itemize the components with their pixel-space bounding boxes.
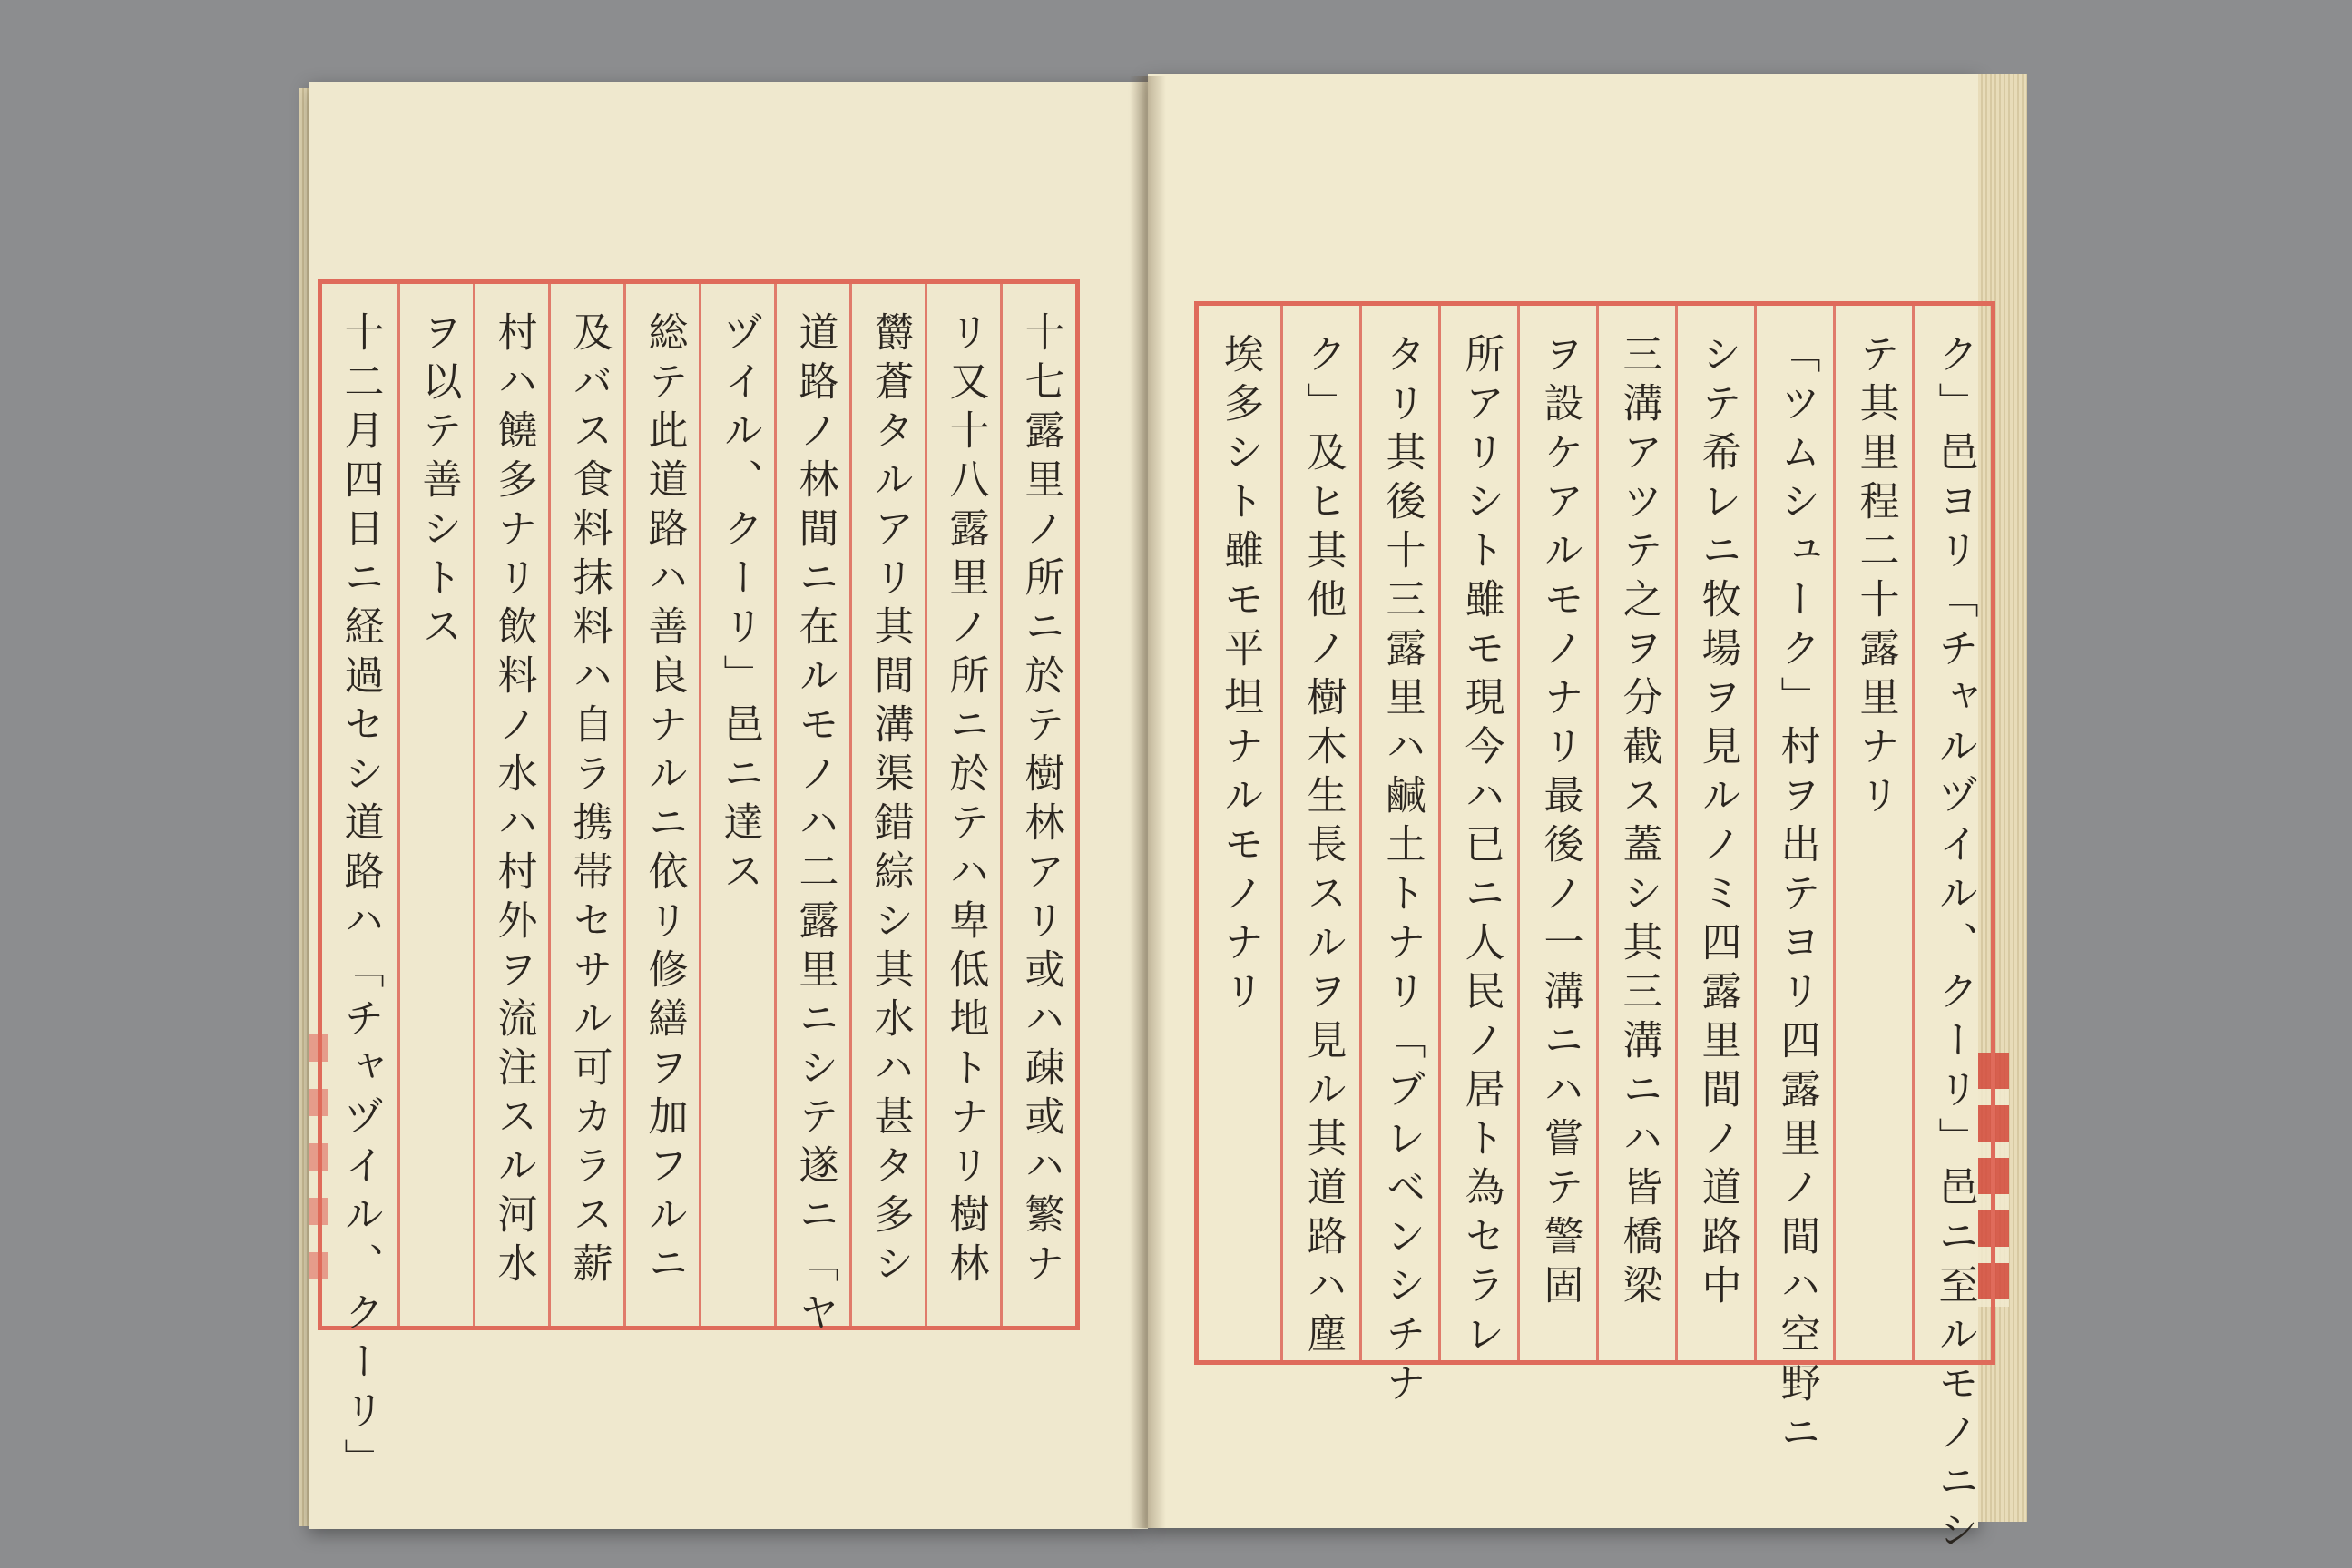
text-column: [473, 284, 551, 1326]
column-text: 総テ此道路ハ善良ナルニ依リ修繕ヲ加フルニ: [641, 311, 688, 1291]
column-text: 「ツムシューク」村ヲ出テヨリ四露里ノ間ハ空野ニ: [1773, 333, 1820, 1460]
column-text: 所アリシト雖モ現今ハ已ニ人民ノ居ト為セラレ: [1457, 333, 1504, 1362]
text-column: [1517, 306, 1599, 1360]
text-column: [1675, 306, 1757, 1360]
text-column: [1359, 306, 1441, 1411]
text-column: [548, 284, 626, 1326]
text-column: [774, 284, 852, 1340]
text-column: [925, 284, 1003, 1326]
text-column: [397, 284, 475, 1326]
column-text: ヲ以テ善シトス: [415, 311, 462, 654]
column-text: ヲ設ケアルモノナリ最後ノ一溝ニハ嘗テ警固: [1536, 333, 1583, 1313]
text-column: [849, 284, 927, 1326]
column-text: ヅイル、クーリ」邑ニ達ス: [716, 311, 763, 899]
column-text: 埃多シト雖モ平坦ナルモノナリ: [1217, 333, 1263, 1019]
text-column: [1280, 306, 1362, 1360]
column-text: テ其里程二十露里ナリ: [1852, 333, 1899, 823]
column-text: 十二月四日ニ経過セシ道路ハ「チャヅイル、クーリ」: [337, 311, 384, 1487]
right-text-frame: [1194, 301, 1995, 1558]
column-text: リ又十八露里ノ所ニ於テハ卑低地トナリ樹林: [942, 311, 989, 1291]
column-text: 道路ノ林間ニ在ルモノハ二露里ニシテ遂ニ「ヤ: [791, 311, 838, 1340]
column-text: シテ希レニ牧場ヲ見ルノミ四露里間ノ道路中: [1694, 333, 1741, 1313]
column-text: ク」邑ヨリ「チャルヅイル、クーリ」邑ニ至ルモノニシ: [1931, 333, 1978, 1558]
left-text-frame: [318, 279, 1080, 1487]
text-column: [1199, 306, 1280, 1360]
text-column: [1833, 306, 1915, 1360]
text-column: [1754, 306, 1836, 1460]
text-column: [623, 284, 701, 1326]
column-text: タリ其後十三露里ハ鹹土トナリ「ブレベンシチナ: [1378, 333, 1426, 1411]
text-column: [1912, 306, 1994, 1558]
text-column: [699, 284, 777, 1326]
column-text: ク」及ヒ其他ノ樹木生長スルヲ見ル其道路ハ塵: [1299, 333, 1347, 1362]
text-column: [1000, 284, 1078, 1326]
text-column: [322, 284, 397, 1487]
column-text: 及バス食料抹料ハ自ラ携帯セサル可カラス薪: [565, 311, 612, 1291]
book-gutter: [1130, 76, 1166, 1528]
column-text: 欝蒼タルアリ其間溝渠錯綜シ其水ハ甚タ多シ: [867, 311, 914, 1291]
column-text: 三溝アツテ之ヲ分截ス蓋シ其三溝ニハ皆橋梁: [1615, 333, 1662, 1313]
column-text: 村ハ饒多ナリ飲料ノ水ハ村外ヲ流注スル河水: [490, 311, 537, 1291]
text-column: [1596, 306, 1678, 1360]
column-text: 十七露里ノ所ニ於テ樹林アリ或ハ疎或ハ繁ナ: [1017, 311, 1064, 1291]
text-column: [1438, 306, 1520, 1360]
